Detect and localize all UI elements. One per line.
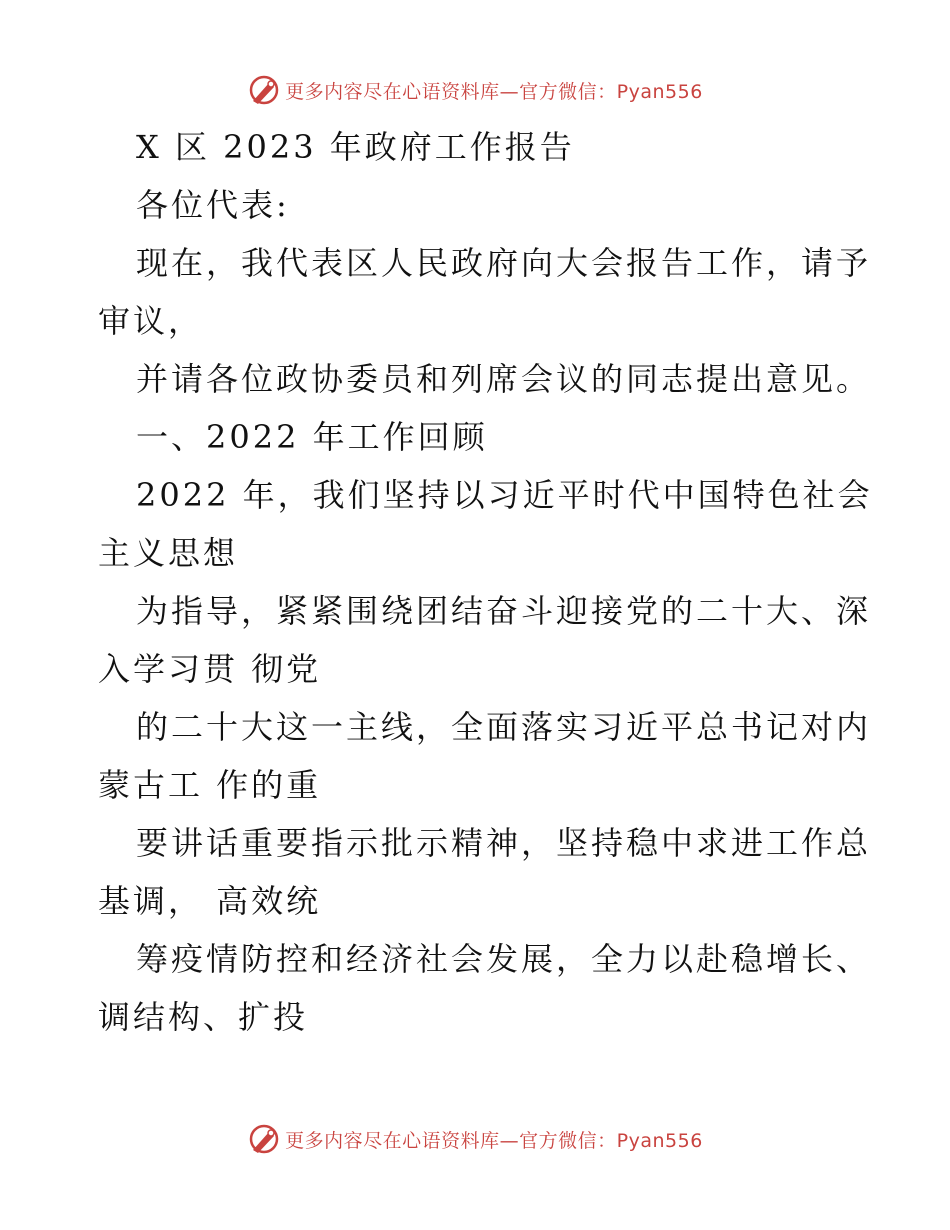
header-banner-text: 更多内容尽在心语资料库—官方微信：Pyan556 xyxy=(285,80,703,103)
paragraph: 并请各位政协委员和列席会议的同志提出意见。 xyxy=(136,360,872,398)
footer-banner xyxy=(0,1119,950,1159)
pen-nib-logo-icon xyxy=(247,1122,281,1156)
pen-nib-logo-icon xyxy=(247,73,281,107)
paragraph: 要讲话重要指示批示精神，坚持稳中求进工作总基调， 高效统 xyxy=(98,824,872,920)
paragraph: 为指导，紧紧围绕团结奋斗迎接党的二十大、深入学习贯 彻党 xyxy=(98,592,872,688)
document-body xyxy=(98,118,888,1046)
footer-banner-text: 更多内容尽在心语资料库—官方微信：Pyan556 xyxy=(285,1129,703,1152)
salutation: 各位代表: xyxy=(136,186,290,224)
header-banner xyxy=(0,70,950,110)
paragraph: 筹疫情防控和经济社会发展，全力以赴稳增长、调结构、扩投 xyxy=(98,940,872,1036)
section-heading: 一、2022 年工作回顾 xyxy=(136,418,488,456)
paragraph: 2022 年，我们坚持以习近平时代中国特色社会主义思想 xyxy=(98,476,873,572)
paragraph: 现在，我代表区人民政府向大会报告工作，请予审议， xyxy=(98,244,872,340)
document-title: X 区 2023 年政府工作报告 xyxy=(136,128,575,166)
paragraph: 的二十大这一主线，全面落实习近平总书记对内蒙古工 作的重 xyxy=(98,708,872,804)
